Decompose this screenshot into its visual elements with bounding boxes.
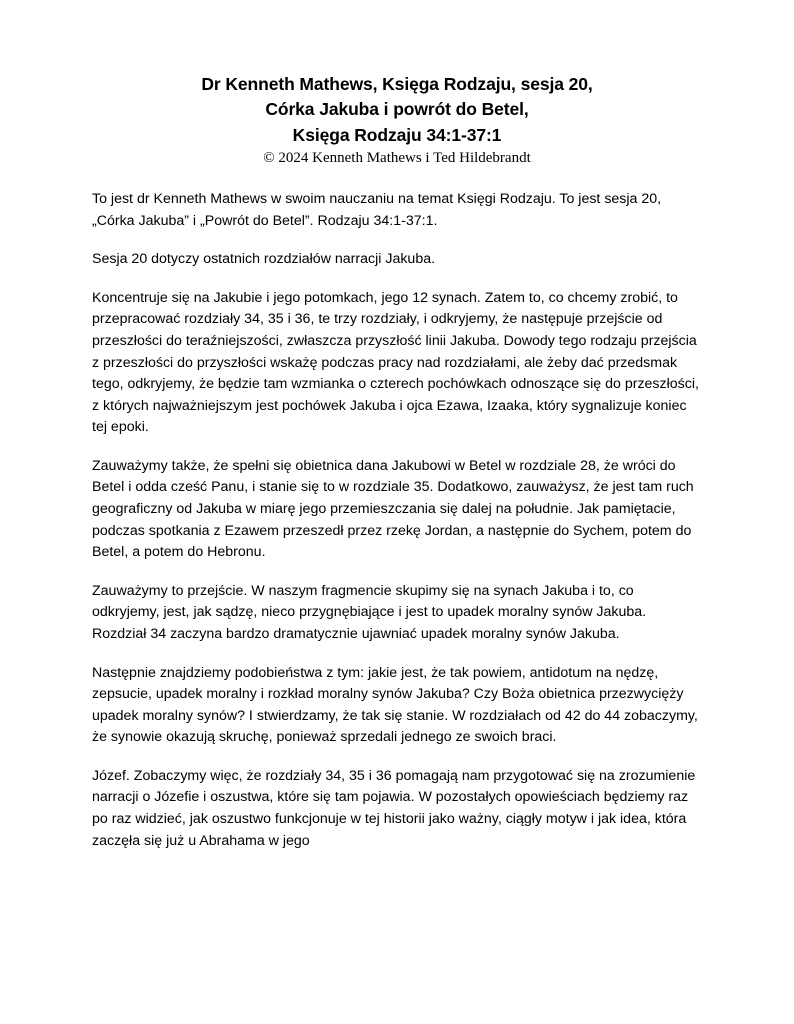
title-line-1: Dr Kenneth Mathews, Księga Rodzaju, sesja 20, (201, 74, 593, 94)
document-body (92, 189, 702, 852)
title-line-3: Księga Rodzaju 34:1-37:1 (292, 124, 502, 145)
paragraph: Józef. Zobaczymy więc, że rozdziały 34, 35 i 36 pomagają nam przygotować się na zrozumienie narracji o Józefie i oszustwa, które się tam pojawia. W pozostałych opowieściach będziemy raz po raz widzieć, jak oszustwo funkcjonuje w tej historii jako ważny, ciągły motyw i jak idea, która zaczęła się już u Abrahama w jego (92, 767, 696, 849)
paragraph: Następnie znajdziemy podobieństwa z tym: jakie jest, że tak powiem, antidotum na nędzę, zepsucie, upadek moralny i rozkład moralny synów Jakuba? Czy Boża obietnica przezwycięży upadek moralny synów? I stwierdzamy, że tak się stanie. W rozdziałach od 42 do 44 zobaczymy, że synowie okazują skruchę, ponieważ sprzedali jednego ze swoich braci. (92, 664, 698, 746)
paragraph: Koncentruje się na Jakubie i jego potomkach, jego 12 synach. Zatem to, co chcemy zrobić, to przepracować rozdziały 34, 35 i 36, te trzy rozdziały, i odkryjemy, że następuje przejście od przeszłości do teraźniejszości, zwłaszcza przyszłość linii Jakuba. Dowody tego rodzaju przejścia z przeszłości do przyszłości wskażę podczas pracy nad rozdziałami, ale żeby dać przedsmak tego, odkryjemy, że będzie tam wzmianka o czterech pochówkach odnoszące się do przeszłości, z których najważniejszym jest pochówek Jakuba i ojca Ezawa, Izaaka, który sygnalizuje koniec tej epoki. (92, 289, 699, 436)
paragraph: Zauważymy także, że spełni się obietnica dana Jakubowi w Betel w rozdziale 28, że wróci do Betel i odda cześć Panu, i stanie się to w rozdziale 35. Dodatkowo, zauważysz, że jest tam ruch geograficzny od Jakuba w miarę jego przemieszczania się dalej na południe. Jak pamiętacie, podczas spotkania z Ezawem przeszedł przez rzekę Jordan, a następnie do Sychem, potem do Betel, a potem do Hebronu. (92, 457, 694, 561)
page-title (92, 60, 702, 148)
copyright-notice: © 2024 Kenneth Mathews i Ted Hildebrandt (263, 150, 531, 167)
title-line-2: Córka Jakuba i powrót do Betel, (265, 99, 529, 120)
paragraph: To jest dr Kenneth Mathews w swoim nauczaniu na temat Księgi Rodzaju. To jest sesja 20, „Córka Jakuba” i „Powrót do Betel”. Rodzaju 34:1-37:1. (92, 191, 662, 229)
paragraph: Zauważymy to przejście. W naszym fragmencie skupimy się na synach Jakuba i to, co odkryjemy, jest, jak sądzę, nieco przygnębiające i jest to upadek moralny synów Jakuba. Rozdział 34 zaczyna bardzo dramatycznie ujawniać upadek moralny synów Jakuba. (92, 582, 647, 642)
paragraph: Sesja 20 dotyczy ostatnich rozdziałów narracji Jakuba. (92, 251, 436, 268)
